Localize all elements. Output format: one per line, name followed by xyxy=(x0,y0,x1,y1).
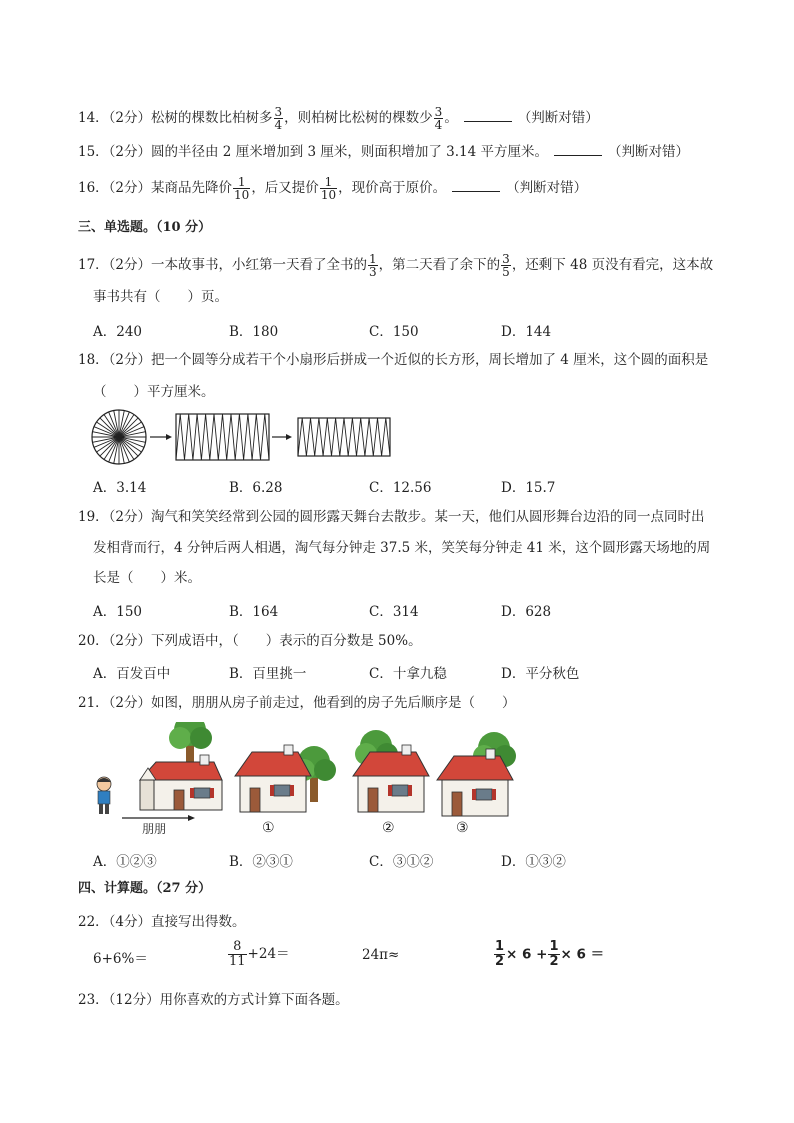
answer-blank[interactable] xyxy=(452,179,500,192)
view-label-1: ① xyxy=(262,820,275,836)
house-view-3 xyxy=(437,732,516,816)
option-b[interactable]: B．②③① xyxy=(229,854,293,870)
question-17: 17．（2分）一本故事书，小红第一天看了全书的 $\frac{1}{3}$ ，第二天看了余下的 $\frac{3}{5}$ ，还剩下 48 页没有看完，这本故 xyxy=(78,252,714,279)
answer-blank[interactable] xyxy=(464,109,512,122)
option-d[interactable]: D．144 xyxy=(501,324,552,340)
question-18-line2: （ ）平方厘米。 xyxy=(93,384,215,400)
question-19-line2: 发相背而行，4 分钟后两人相遇，淘气每分钟走 37.5 米，笑笑每分钟走 41 米，这个圆形露天场地的周 xyxy=(93,540,711,556)
question-18: 18．（2分）把一个圆等分成若干个小扇形后拼成一个近似的长方形，周长增加了 4 厘米，这个圆的面积是 xyxy=(78,352,709,368)
fraction: $\frac{1}{10}$ xyxy=(320,175,337,202)
approx-rectangle-2 xyxy=(298,418,390,456)
option-b[interactable]: B．百里挑一 xyxy=(229,666,307,682)
expression-1: 6+6%＝ xyxy=(93,951,148,967)
walker-label: 朋朋 xyxy=(142,822,167,836)
option-a[interactable]: A．240 xyxy=(93,324,143,340)
section-3-heading: 三、单选题。（10 分） xyxy=(78,220,212,235)
option-c[interactable]: C．150 xyxy=(369,324,419,340)
question-15: 15．（2分）圆的半径由 2 厘米增加到 3 厘米，则面积增加了 3.14 平方厘米。 （判断对错） xyxy=(78,144,690,160)
question-16: 16．（2分）某商品先降价 $\frac{1}{10}$ ，后又提价 $\frac{1}{10}$ ，现价高于原价。 （判断对错） xyxy=(78,175,588,202)
house-main xyxy=(140,722,222,810)
fraction: $\frac{3}{5}$ xyxy=(502,252,510,279)
option-c[interactable]: C．十拿九稳 xyxy=(369,666,447,682)
option-c[interactable]: C．12.56 xyxy=(369,480,432,496)
fraction: $\frac{3}{4}$ xyxy=(434,105,443,132)
expression-3: 24π≈ xyxy=(362,947,400,963)
option-a[interactable]: A．百发百中 xyxy=(93,666,171,682)
sector-circle xyxy=(92,410,146,464)
fraction: $\frac{3}{4}$ xyxy=(274,105,283,132)
fraction: $\frac{1}{3}$ xyxy=(369,252,377,279)
house-view-1 xyxy=(235,745,336,812)
question-14: 14．（2分）松树的棵数比柏树多 $\frac{3}{4}$ ，则柏树比松树的棵数少 $\frac{3}{4}$ 。 （判断对错） xyxy=(78,105,599,132)
option-d[interactable]: D．15.7 xyxy=(501,480,556,496)
house-view-2 xyxy=(353,730,429,812)
option-d[interactable]: D．平分秋色 xyxy=(501,666,580,682)
option-b[interactable]: B．164 xyxy=(229,604,279,620)
approx-rectangle-1 xyxy=(176,414,269,460)
option-c[interactable]: C．③①② xyxy=(369,854,434,870)
question-22: 22．（4分）直接写出得数。 xyxy=(78,914,246,930)
house-views-figure xyxy=(90,722,530,842)
option-b[interactable]: B．180 xyxy=(229,324,279,340)
option-d[interactable]: D．628 xyxy=(501,604,552,620)
view-label-2: ② xyxy=(382,820,395,836)
section-4-heading: 四、计算题。（27 分） xyxy=(78,881,212,896)
arrow-icon xyxy=(272,434,292,440)
option-a[interactable]: A．150 xyxy=(93,604,143,620)
option-c[interactable]: C．314 xyxy=(369,604,419,620)
answer-blank[interactable] xyxy=(554,143,602,156)
walk-arrow-icon xyxy=(122,815,195,821)
option-a[interactable]: A．3.14 xyxy=(93,480,147,496)
option-b[interactable]: B．6.28 xyxy=(229,480,283,496)
view-label-3: ③ xyxy=(456,820,469,836)
question-17-line2: 事书共有（ ）页。 xyxy=(93,289,228,305)
arrow-icon xyxy=(150,434,172,440)
question-23: 23．（12分）用你喜欢的方式计算下面各题。 xyxy=(78,992,349,1008)
option-a[interactable]: A．①②③ xyxy=(93,854,157,870)
option-d[interactable]: D．①③② xyxy=(501,854,566,870)
circle-to-rectangle-diagram xyxy=(90,408,400,466)
question-21: 21．（2分）如图，朋朋从房子前走过，他看到的房子先后顺序是（ ） xyxy=(78,695,516,711)
expression-4: $\frac{1}{2}$ × 6 + $\frac{1}{2}$ × 6 ＝ xyxy=(495,939,605,969)
question-19-line3: 长是（ ）米。 xyxy=(93,570,201,586)
question-20: 20．（2分）下列成语中，（ ）表示的百分数是 50%。 xyxy=(78,633,422,649)
boy-figure xyxy=(97,777,111,814)
expression-2: $\frac{8}{11}$ +24＝ xyxy=(229,939,290,969)
question-19: 19．（2分）淘气和笑笑经常到公园的圆形露天舞台去散步。某一天，他们从圆形舞台边沿的同一点同时出 xyxy=(78,509,705,525)
fraction: $\frac{1}{10}$ xyxy=(234,175,250,202)
